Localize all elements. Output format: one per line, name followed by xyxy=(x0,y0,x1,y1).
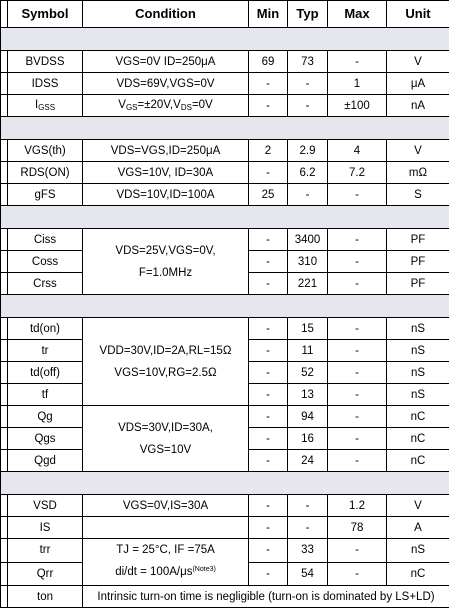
typ-cell: 94 xyxy=(288,406,328,428)
header-row xyxy=(1,1,449,28)
max-cell: 78 xyxy=(328,517,387,539)
table-row xyxy=(1,517,449,539)
symbol-cell: RDS(ON) xyxy=(8,162,83,184)
table-row xyxy=(1,95,449,117)
symbol-cell: IDSS xyxy=(8,73,83,95)
min-cell: - xyxy=(249,428,288,450)
typ-cell: 16 xyxy=(288,428,328,450)
max-cell: - xyxy=(328,273,387,295)
unit-cell: μA xyxy=(387,73,449,95)
min-cell: - xyxy=(249,162,288,184)
table-row xyxy=(1,73,449,95)
typ-cell: 221 xyxy=(288,273,328,295)
note-cell: Intrinsic turn-on time is negligible (turn-on is dominated by LS+LD) xyxy=(83,586,449,608)
unit-cell: nS xyxy=(387,362,449,384)
min-cell: - xyxy=(249,73,288,95)
typ-cell: 11 xyxy=(288,340,328,362)
typ-cell: 2.9 xyxy=(288,140,328,162)
min-cell: - xyxy=(249,450,288,472)
unit-cell: PF xyxy=(387,273,449,295)
condition-cell xyxy=(83,517,249,539)
table-row xyxy=(1,406,449,428)
unit-cell: V xyxy=(387,495,449,517)
symbol-cell: Qgd xyxy=(8,450,83,472)
max-cell: - xyxy=(328,428,387,450)
table-row xyxy=(1,539,449,563)
unit-cell: PF xyxy=(387,229,449,251)
max-cell: - xyxy=(328,539,387,563)
max-cell: - xyxy=(328,406,387,428)
typ-cell: 52 xyxy=(288,362,328,384)
symbol-cell: VSD xyxy=(8,495,83,517)
table-row xyxy=(1,184,449,206)
condition-cell: VDS=10V,ID=100A xyxy=(83,184,249,206)
max-cell: 4 xyxy=(328,140,387,162)
unit-cell: V xyxy=(387,140,449,162)
unit-cell: PF xyxy=(387,251,449,273)
header-max: Max xyxy=(328,1,387,28)
min-cell: 2 xyxy=(249,140,288,162)
max-cell: - xyxy=(328,362,387,384)
max-cell: 1 xyxy=(328,73,387,95)
unit-cell: mΩ xyxy=(387,162,449,184)
symbol-cell: td(off) xyxy=(8,362,83,384)
typ-cell: 13 xyxy=(288,384,328,406)
unit-cell: nS xyxy=(387,318,449,340)
min-cell: - xyxy=(249,251,288,273)
max-cell: - xyxy=(328,318,387,340)
max-cell: 1.2 xyxy=(328,495,387,517)
section-divider xyxy=(1,117,449,140)
min-cell: - xyxy=(249,517,288,539)
max-cell: - xyxy=(328,229,387,251)
min-cell: 25 xyxy=(249,184,288,206)
table-row xyxy=(1,162,449,184)
typ-cell: 33 xyxy=(288,539,328,563)
edge-cell xyxy=(1,1,8,28)
min-cell: - xyxy=(249,495,288,517)
table-row xyxy=(1,51,449,73)
symbol-cell: td(on) xyxy=(8,318,83,340)
symbol-cell: tr xyxy=(8,340,83,362)
symbol-cell: Ciss xyxy=(8,229,83,251)
section-divider xyxy=(1,295,449,318)
unit-cell: nS xyxy=(387,340,449,362)
symbol-cell: BVDSS xyxy=(8,51,83,73)
min-cell: - xyxy=(249,340,288,362)
typ-cell: 24 xyxy=(288,450,328,472)
table-row xyxy=(1,229,449,251)
symbol-cell: IS xyxy=(8,517,83,539)
max-cell: - xyxy=(328,184,387,206)
symbol-cell: tf xyxy=(8,384,83,406)
condition-cell: VGS=10V, ID=30A xyxy=(83,162,249,184)
condition-cell: VDD=30V,ID=2A,RL=15Ω VGS=10V,RG=2.5Ω xyxy=(83,318,249,406)
typ-cell: 54 xyxy=(288,562,328,586)
unit-cell: V xyxy=(387,51,449,73)
min-cell: - xyxy=(249,562,288,586)
min-cell: - xyxy=(249,362,288,384)
symbol-cell: IGSS xyxy=(8,95,83,117)
symbol-cell: trr xyxy=(8,539,83,563)
typ-cell: 3400 xyxy=(288,229,328,251)
max-cell: - xyxy=(328,340,387,362)
header-condition: Condition xyxy=(83,1,249,28)
max-cell: - xyxy=(328,51,387,73)
condition-cell: TJ = 25°C, IF =75A $di/dt = 100A/\mu s^{(Note3)}$ xyxy=(83,539,249,586)
max-cell: - xyxy=(328,450,387,472)
condition-cell: VDS=VGS,ID=250μA xyxy=(83,140,249,162)
symbol-cell: Crss xyxy=(8,273,83,295)
symbol-cell: VGS(th) xyxy=(8,140,83,162)
typ-cell: 310 xyxy=(288,251,328,273)
max-cell: - xyxy=(328,562,387,586)
condition-cell: VDS=25V,VGS=0V, F=1.0MHz xyxy=(83,229,249,295)
max-cell: - xyxy=(328,251,387,273)
symbol-cell: Qrr xyxy=(8,562,83,586)
symbol-cell: Qgs xyxy=(8,428,83,450)
symbol-cell: Qg xyxy=(8,406,83,428)
symbol-cell: ton xyxy=(8,586,83,608)
max-cell: - xyxy=(328,384,387,406)
typ-cell: - xyxy=(288,95,328,117)
condition-cell: VDS=30V,ID=30A, VGS=10V xyxy=(83,406,249,472)
typ-cell: - xyxy=(288,495,328,517)
header-symbol: Symbol xyxy=(8,1,83,28)
condition-cell: VGS=±20V,VDS=0V xyxy=(83,95,249,117)
typ-cell: - xyxy=(288,517,328,539)
min-cell: - xyxy=(249,318,288,340)
unit-cell: nS xyxy=(387,539,449,563)
max-cell: 7.2 xyxy=(328,162,387,184)
unit-cell: nS xyxy=(387,384,449,406)
section-divider xyxy=(1,472,449,495)
condition-cell: VGS=0V ID=250μA xyxy=(83,51,249,73)
unit-cell: S xyxy=(387,184,449,206)
max-cell: ±100 xyxy=(328,95,387,117)
condition-cell: VDS=69V,VGS=0V xyxy=(83,73,249,95)
table-row xyxy=(1,318,449,340)
typ-cell: 73 xyxy=(288,51,328,73)
min-cell: - xyxy=(249,406,288,428)
typ-cell: 15 xyxy=(288,318,328,340)
min-cell: - xyxy=(249,95,288,117)
header-unit: Unit xyxy=(387,1,449,28)
unit-cell: nC xyxy=(387,406,449,428)
header-typ: Typ xyxy=(288,1,328,28)
min-cell: - xyxy=(249,384,288,406)
typ-cell: 6.2 xyxy=(288,162,328,184)
unit-cell: nC xyxy=(387,428,449,450)
unit-cell: nC xyxy=(387,450,449,472)
section-divider xyxy=(1,206,449,229)
min-cell: 69 xyxy=(249,51,288,73)
unit-cell: A xyxy=(387,517,449,539)
unit-cell: nA xyxy=(387,95,449,117)
typ-cell: - xyxy=(288,73,328,95)
section-divider xyxy=(1,28,449,51)
unit-cell: nC xyxy=(387,562,449,586)
header-min: Min xyxy=(249,1,288,28)
table-row xyxy=(1,495,449,517)
min-cell: - xyxy=(249,539,288,563)
min-cell: - xyxy=(249,273,288,295)
symbol-cell: gFS xyxy=(8,184,83,206)
symbol-cell: Coss xyxy=(8,251,83,273)
typ-cell: - xyxy=(288,184,328,206)
condition-cell: VGS=0V,IS=30A xyxy=(83,495,249,517)
table-row xyxy=(1,140,449,162)
min-cell: - xyxy=(249,229,288,251)
